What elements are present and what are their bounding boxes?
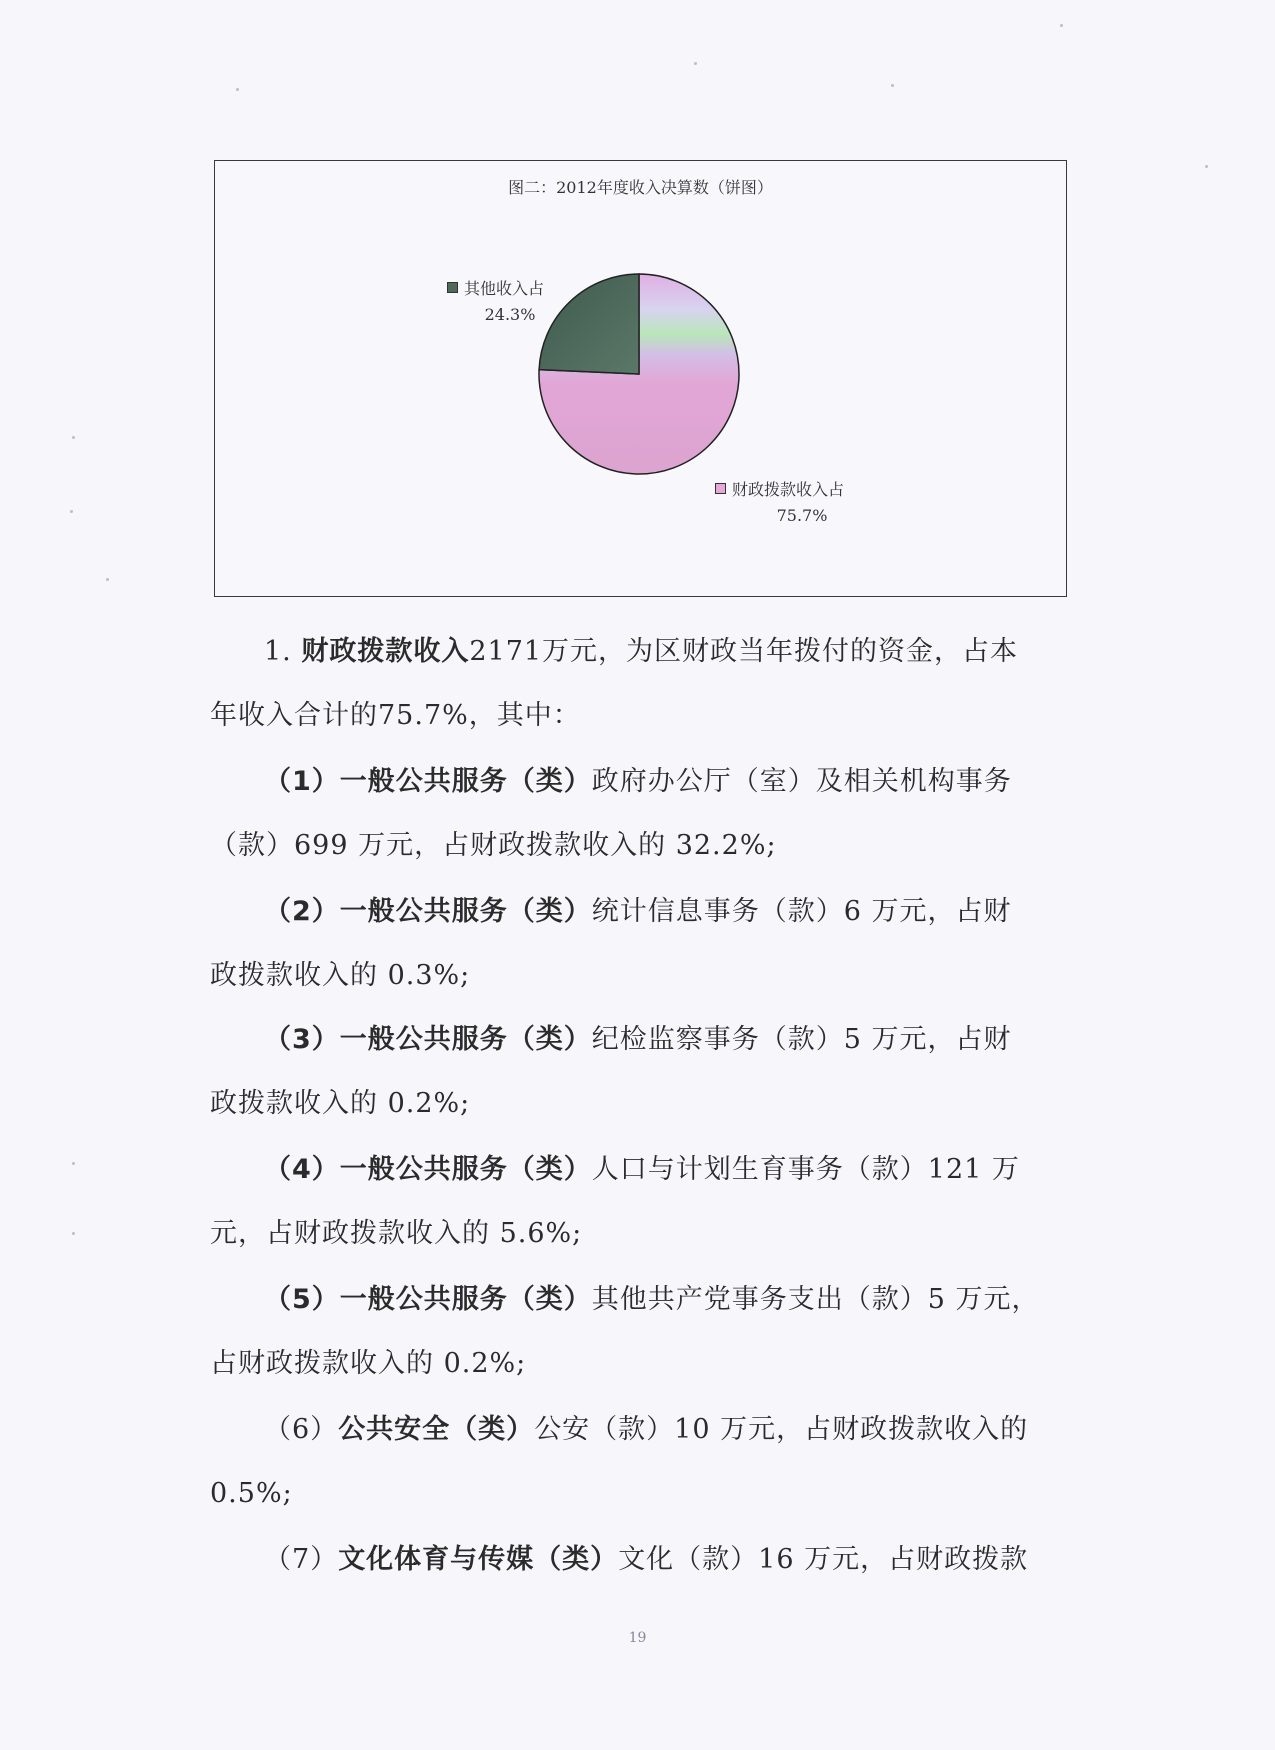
line-bold-heading: （5）一般公共服务（类） — [264, 1284, 592, 1315]
pie-chart-frame — [214, 160, 1067, 597]
line-lead: （6） — [264, 1414, 339, 1445]
line-text: 人口与计划生育事务（款）121 万 — [591, 1154, 1020, 1185]
line-text: 年收入合计的75.7%，其中： — [210, 700, 581, 731]
body-line — [210, 620, 1075, 684]
line-text: 公安（款）10 万元，占财政拨款收入的 — [534, 1414, 1029, 1445]
line-bold-heading: 公共安全（类） — [338, 1414, 535, 1445]
line-bold-heading: （3）一般公共服务（类） — [264, 1024, 592, 1055]
line-text: （款）699 万元，占财政拨款收入的 32.2%; — [210, 830, 777, 861]
body-line — [210, 1268, 1075, 1332]
legend-swatch-fiscal — [715, 483, 726, 494]
scan-speck — [891, 84, 894, 87]
line-bold-heading: （1）一般公共服务（类） — [264, 766, 592, 797]
page-number: 19 — [628, 1630, 647, 1646]
line-text: 0.5%; — [210, 1478, 293, 1509]
scan-speck — [72, 1162, 75, 1165]
body-line — [210, 1462, 1075, 1526]
pie-slice-other — [539, 274, 639, 374]
line-text: 占财政拨款收入的 0.2%; — [210, 1348, 527, 1379]
pie-chart — [215, 161, 1066, 596]
body-line — [210, 750, 1075, 814]
line-text: 其他共产党事务支出（款）5 万元， — [591, 1284, 1040, 1315]
body-line — [210, 1138, 1075, 1202]
scan-speck — [1205, 165, 1208, 168]
scan-speck — [1060, 24, 1063, 27]
line-text: 政府办公厅（室）及相关机构事务 — [591, 766, 1012, 797]
body-line — [210, 814, 1075, 878]
legend-fiscal-pct: 75.7% — [776, 506, 828, 525]
scan-speck — [106, 578, 109, 581]
body-line — [210, 1202, 1075, 1266]
legend-other — [447, 279, 544, 299]
body-line — [210, 1398, 1075, 1462]
body-line — [210, 1332, 1075, 1396]
line-bold-heading: 文化体育与传媒（类） — [338, 1544, 619, 1575]
body-line — [210, 684, 1075, 748]
legend-fiscal — [715, 480, 844, 500]
line-lead: 1. — [264, 636, 302, 667]
scan-speck — [694, 62, 697, 65]
scan-speck — [72, 1232, 75, 1235]
line-text: 2171万元，为区财政当年拨付的资金，占本 — [469, 636, 1019, 667]
legend-swatch-other — [447, 282, 458, 293]
scan-speck — [236, 88, 239, 91]
line-text: 元，占财政拨款收入的 5.6%; — [210, 1218, 583, 1249]
line-bold-heading: （2）一般公共服务（类） — [264, 896, 592, 927]
line-text: 文化（款）16 万元，占财政拨款 — [618, 1544, 1029, 1575]
body-line — [210, 1008, 1075, 1072]
legend-fiscal-label: 财政拨款收入占 — [732, 480, 845, 499]
body-line — [210, 1072, 1075, 1136]
scan-speck — [72, 436, 75, 439]
legend-other-pct: 24.3% — [484, 305, 536, 324]
line-bold-heading: （4）一般公共服务（类） — [264, 1154, 592, 1185]
chart-title: 图二：2012年度收入决算数（饼图） — [508, 178, 773, 197]
line-text: 纪检监察事务（款）5 万元，占财 — [591, 1024, 1012, 1055]
body-line — [210, 944, 1075, 1008]
body-line — [210, 880, 1075, 944]
line-bold-heading: 财政拨款收入 — [301, 636, 470, 667]
line-text: 政拨款收入的 0.3%; — [210, 960, 471, 991]
legend-other-label: 其他收入占 — [464, 279, 545, 298]
line-text: 政拨款收入的 0.2%; — [210, 1088, 471, 1119]
line-text: 统计信息事务（款）6 万元，占财 — [591, 896, 1012, 927]
scan-speck — [70, 510, 73, 513]
body-line — [210, 1528, 1075, 1592]
line-lead: （7） — [264, 1544, 339, 1575]
